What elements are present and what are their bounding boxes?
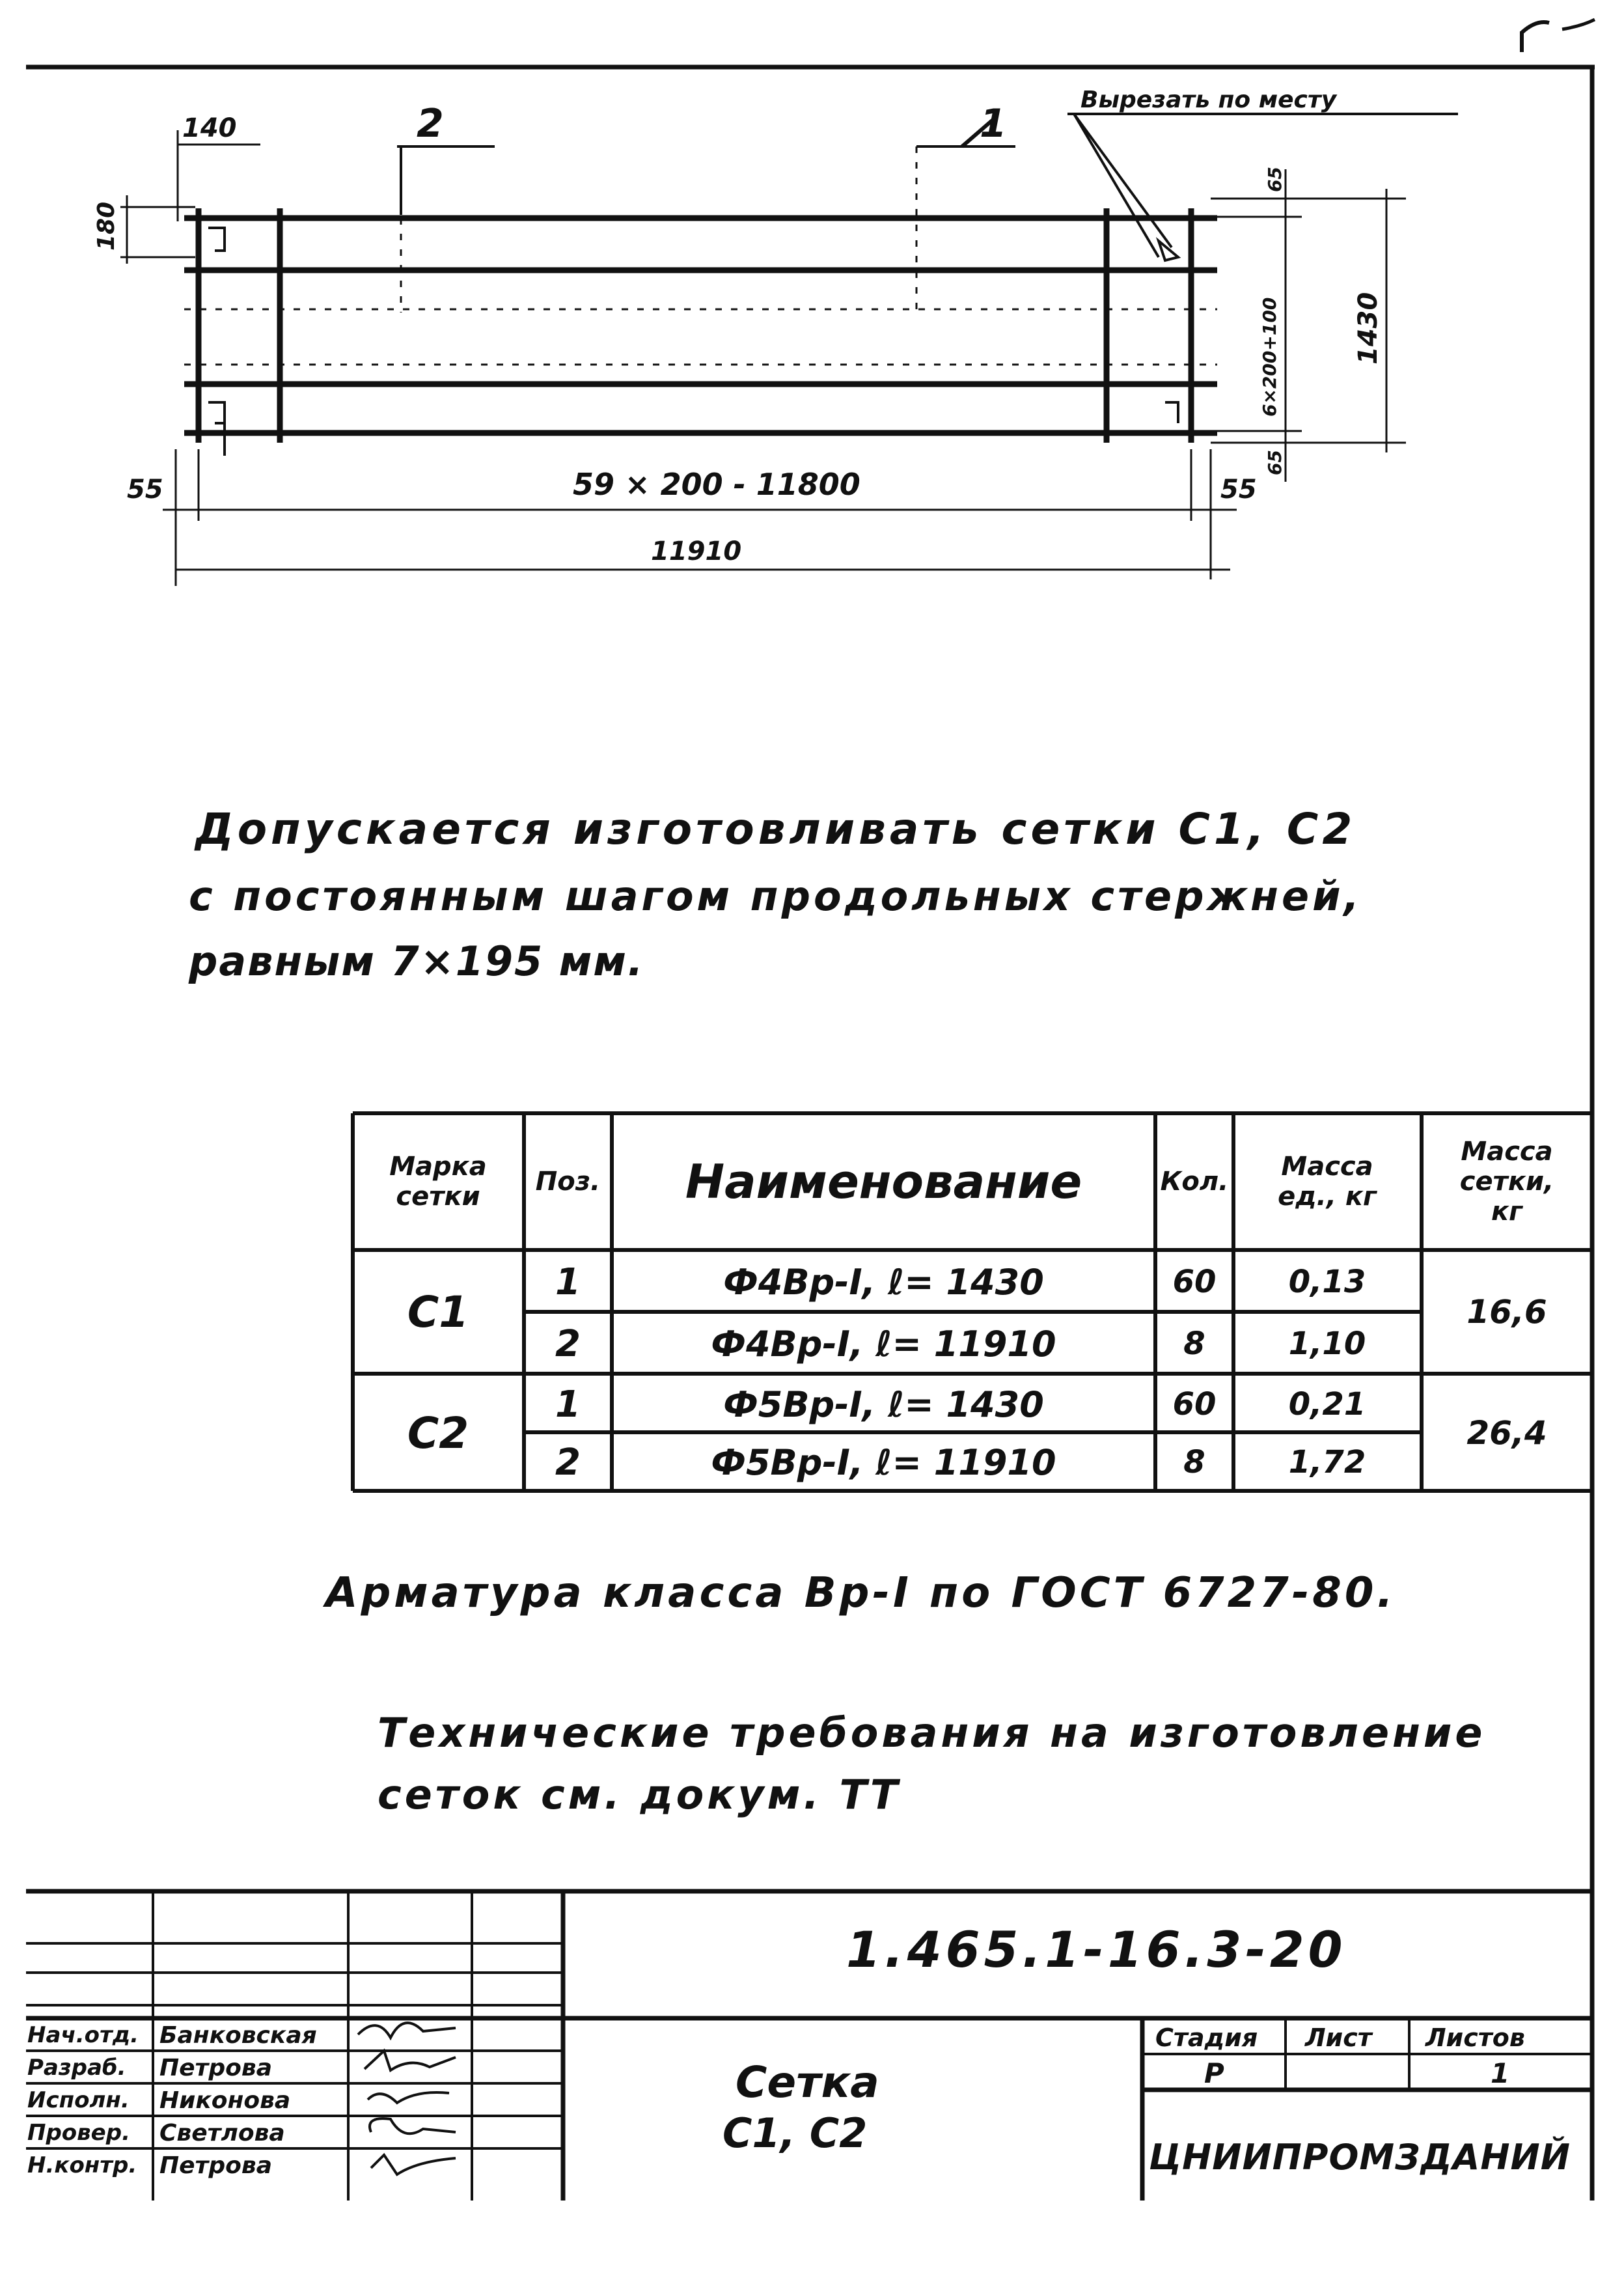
dim-55-right: 55 (1220, 475, 1257, 505)
row-name: Ф4Вр-I, ℓ= 11910 (711, 1323, 1056, 1365)
document-code: 1.465.1-16.3-20 (846, 1921, 1347, 1979)
dim-55-left: 55 (127, 475, 163, 505)
header-mesh-mass: Масса сетки, кг (1459, 1137, 1554, 1227)
header-mark: Марка сетки (389, 1152, 487, 1212)
dim-180: 180 (93, 201, 120, 251)
header-qty: Кол. (1160, 1167, 1229, 1197)
row-qty: 60 (1172, 1264, 1217, 1300)
organization-name: ЦНИИПРОМЗДАНИЙ (1149, 2137, 1571, 2178)
row-pos: 1 (555, 1260, 581, 1303)
stage-value: Р (1204, 2057, 1224, 2089)
note-line-3: равным 7×195 мм. (189, 937, 644, 985)
tech-req-line-2: сеток см. докум. ТТ (378, 1771, 901, 1818)
signature-role: Исполн. (27, 2087, 130, 2113)
sheet-label: Лист (1305, 2023, 1372, 2052)
note-line-2: с постоянным шагом продольных стержней, (189, 872, 1363, 920)
leader-label-1: 1 (980, 101, 1007, 146)
drawing-title-line-1: Сетка (736, 2057, 879, 2107)
signature-scribbles (358, 2023, 456, 2174)
leader-label-2: 2 (417, 101, 444, 146)
row-unit-mass: 1,72 (1288, 1444, 1366, 1480)
signature-role: Провер. (27, 2120, 130, 2146)
drawing-title-line-2: С1, С2 (723, 2109, 868, 2157)
tech-req-line-1: Технические требования на изготовление (378, 1709, 1486, 1756)
signature-role: Нач.отд. (27, 2022, 139, 2048)
sheets-label: Листов (1425, 2023, 1525, 2052)
signature-name: Петрова (159, 2055, 272, 2081)
sheets-value: 1 (1491, 2057, 1510, 2089)
cut-note: Вырезать по месту (1080, 87, 1337, 113)
stage-label: Стадия (1155, 2023, 1258, 2052)
signature-name: Светлова (159, 2120, 285, 2146)
row-qty: 8 (1183, 1326, 1205, 1362)
row-unit-mass: 1,10 (1288, 1326, 1366, 1362)
dim-65-top: 65 (1264, 167, 1286, 192)
header-pos: Поз. (535, 1167, 601, 1197)
row-qty: 60 (1172, 1386, 1217, 1423)
group-mesh-mass: 16,6 (1466, 1293, 1547, 1331)
header-name: Наименование (685, 1154, 1082, 1209)
note-line-1: Допускается изготовливать сетки С1, С2 (195, 804, 1356, 854)
dim-spacing: 59 × 200 - 11800 (573, 467, 860, 502)
row-pos: 2 (555, 1322, 581, 1365)
group-mark: С2 (407, 1408, 469, 1458)
group-mark: С1 (407, 1286, 469, 1337)
dim-total: 11910 (651, 536, 742, 566)
signature-name: Петрова (159, 2152, 272, 2179)
dim-vertical-spacing: 6×200+100 (1259, 297, 1280, 417)
row-pos: 2 (555, 1441, 581, 1484)
row-name: Ф5Вр-I, ℓ= 11910 (711, 1441, 1056, 1483)
group-mesh-mass: 26,4 (1466, 1414, 1547, 1452)
row-unit-mass: 0,21 (1288, 1386, 1366, 1423)
signature-role: Разраб. (27, 2055, 126, 2081)
signature-name: Банковская (159, 2022, 317, 2049)
row-name: Ф4Вр-I, ℓ= 1430 (723, 1261, 1044, 1303)
signature-role: Н.контр. (27, 2152, 137, 2178)
dim-140: 140 (182, 113, 237, 143)
row-name: Ф5Вр-I, ℓ= 1430 (723, 1383, 1044, 1425)
dim-1430: 1430 (1353, 292, 1383, 365)
row-pos: 1 (555, 1383, 581, 1426)
dim-65-bottom: 65 (1264, 450, 1286, 475)
signature-name: Никонова (159, 2087, 291, 2114)
row-unit-mass: 0,13 (1288, 1264, 1366, 1300)
header-unit-mass: Масса ед., кг (1278, 1152, 1377, 1212)
rebar-class-note: Арматура класса Вр-I по ГОСТ 6727-80. (325, 1569, 1396, 1617)
row-qty: 8 (1183, 1444, 1205, 1480)
